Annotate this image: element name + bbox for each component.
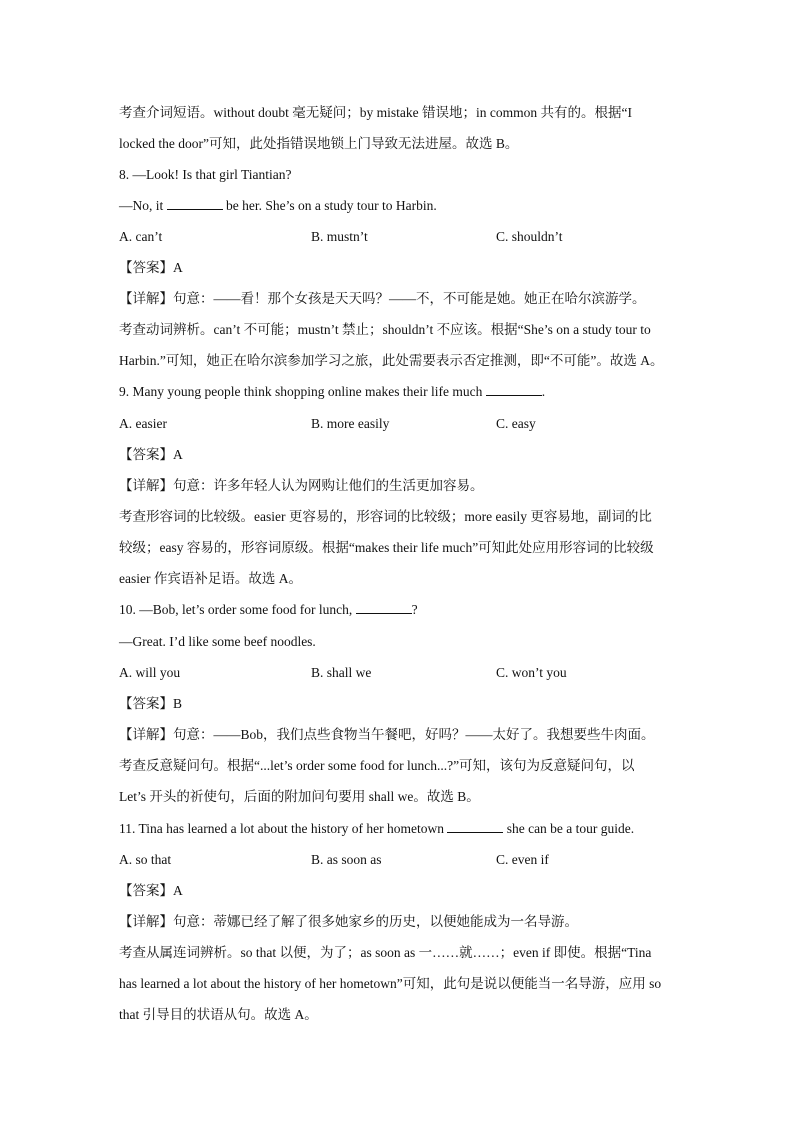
q7-detail-line-2: locked the door”可知，此处指错误地锁上门导致无法进屋。故选 B。 xyxy=(119,136,519,151)
q11-detail-line-2: 考查从属连词辨析。so that 以便，为了；as soon as 一……就……；even if 即使。根据“Tina xyxy=(119,945,652,960)
q9-detail-line-2: 考查形容词的比较级。easier 更容易的，形容词的比较级；more easily 更容易地，副词的比 xyxy=(119,509,652,524)
q8-blank xyxy=(167,197,223,210)
q10-detail-line-3: Let’s 开头的祈使句，后面的附加问句要用 shall we。故选 B。 xyxy=(119,789,480,804)
q8-detail-line-1: 【详解】句意：——看！那个女孩是天天吗？——不，不可能是她。她正在哈尔滨游学。 xyxy=(119,291,646,306)
q11-detail-line-1: 【详解】句意：蒂娜已经了解了很多她家乡的历史，以便她能成为一名导游。 xyxy=(119,914,578,929)
q10-stem-line-2: —Great. I’d like some beef noodles. xyxy=(119,634,316,649)
q11-blank xyxy=(447,820,503,833)
q9-detail-line-3: 较级；easy 容易的，形容词原级。根据“makes their life much”可知此处应用形容词的比较级 xyxy=(119,540,654,555)
q10-option-c: C. won’t you xyxy=(496,665,567,680)
q11-option-c: C. even if xyxy=(496,852,549,867)
q11-option-b: B. as soon as xyxy=(311,852,382,867)
q8-stem-post: be her. She’s on a study tour to Harbin. xyxy=(222,198,437,213)
q9-detail-line-1: 【详解】句意：许多年轻人认为网购让他们的生活更加容易。 xyxy=(119,478,484,493)
q11-detail-line-4: that 引导目的状语从句。故选 A。 xyxy=(119,1007,318,1022)
q8-detail-line-3: Harbin.”可知，她正在哈尔滨参加学习之旅，此处需要表示否定推测，即“不可能”。故选 A。 xyxy=(119,353,664,368)
q9-option-b: B. more easily xyxy=(311,416,390,431)
q10-detail-line-1: 【详解】句意：——Bob，我们点些食物当午餐吧，好吗？——太好了。我想要些牛肉面。 xyxy=(119,727,655,742)
q8-stem-line-2 xyxy=(119,197,437,215)
q10-stem-line-1 xyxy=(119,601,418,619)
q11-stem-post: she can be a tour guide. xyxy=(503,821,635,836)
q8-stem-line-1: 8. —Look! Is that girl Tiantian? xyxy=(119,167,292,182)
q10-blank xyxy=(356,601,412,614)
q11-detail-line-3: has learned a lot about the history of her hometown”可知，此句是说以便能当一名导游，应用 so xyxy=(119,976,662,991)
q9-stem-post: . xyxy=(541,384,546,399)
q8-option-c: C. shouldn’t xyxy=(496,229,563,244)
q8-detail-line-2: 考查动词辨析。can’t 不可能；mustn’t 禁止；shouldn’t 不应该。根据“She’s on a study tour to xyxy=(119,322,651,337)
q10-stem-post: ? xyxy=(411,602,418,617)
q9-stem xyxy=(119,383,545,401)
q8-answer: 【答案】A xyxy=(119,260,183,275)
q7-detail-line-1: 考查介词短语。without doubt 毫无疑问；by mistake 错误地；in common 共有的。根据“I xyxy=(119,105,632,120)
q9-blank xyxy=(486,383,542,396)
q11-stem-pre: 11. Tina has learned a lot about the history of her hometown xyxy=(119,821,448,836)
q9-stem-pre: 9. Many young people think shopping online makes their life much xyxy=(119,384,486,399)
q9-option-c: C. easy xyxy=(496,416,536,431)
q10-option-b: B. shall we xyxy=(311,665,372,680)
q11-answer: 【答案】A xyxy=(119,883,183,898)
q11-stem xyxy=(119,820,634,838)
q10-option-a: A. will you xyxy=(119,665,181,680)
q9-answer: 【答案】A xyxy=(119,447,183,462)
q9-option-a: A. easier xyxy=(119,416,167,431)
q10-answer: 【答案】B xyxy=(119,696,183,711)
q10-detail-line-2: 考查反意疑问句。根据“...let’s order some food for lunch...?”可知，该句为反意疑问句，以 xyxy=(119,758,635,773)
q8-option-b: B. mustn’t xyxy=(311,229,368,244)
q9-detail-line-4: easier 作宾语补足语。故选 A。 xyxy=(119,571,302,586)
q11-option-a: A. so that xyxy=(119,852,172,867)
q10-stem-pre: 10. —Bob, let’s order some food for lunch, xyxy=(119,602,356,617)
q8-stem-pre: —No, it xyxy=(119,198,167,213)
q8-option-a: A. can’t xyxy=(119,229,163,244)
